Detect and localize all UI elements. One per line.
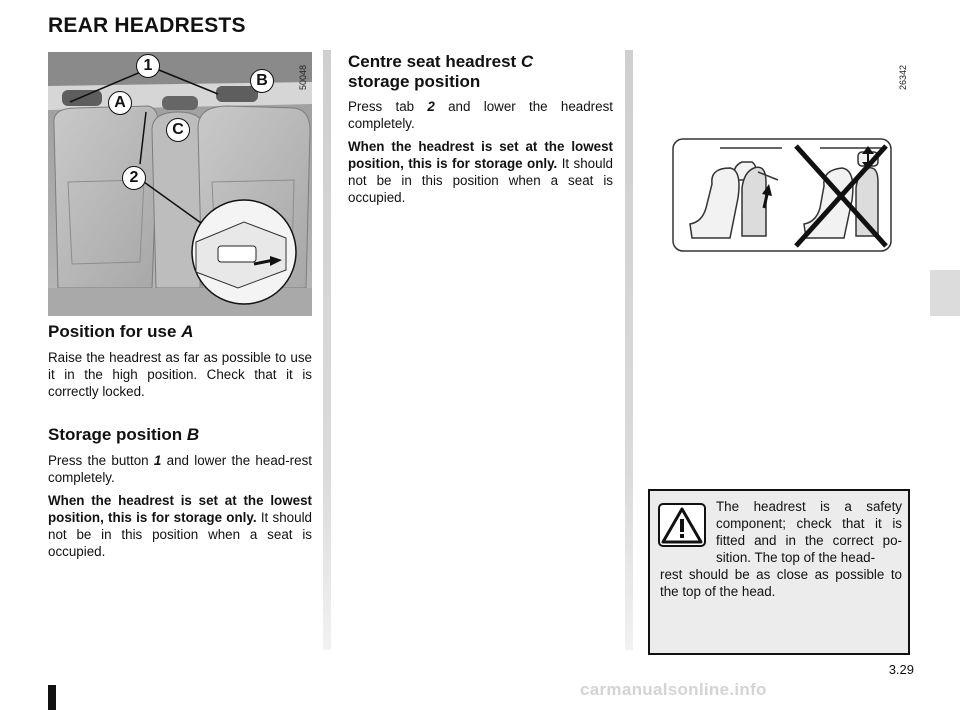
storage-position-note: When the headrest is set at the lowest position, this is for storage only. It should not be in this position when a seat is occupied. bbox=[48, 493, 312, 559]
callout-c: C bbox=[166, 118, 190, 142]
column-divider-right bbox=[625, 50, 633, 650]
callout-b: B bbox=[250, 69, 274, 93]
warning-box bbox=[648, 489, 910, 655]
right-figure-code: 26342 bbox=[898, 64, 908, 90]
rear-seat-illustration bbox=[48, 52, 312, 316]
callout-1: 1 bbox=[136, 54, 160, 78]
chapter-tab bbox=[930, 270, 960, 316]
watermark: carmanualsonline.info bbox=[580, 680, 767, 699]
storage-position-body: Press the button 1 and lower the head-rest completely. bbox=[48, 453, 312, 485]
centre-headrest-note: When the headrest is set at the lowest position, this is for storage only. It should not be in this position when a seat is occupied. bbox=[348, 139, 613, 205]
page-number: 3.29 bbox=[888, 662, 914, 677]
storage-position-heading: Storage position B bbox=[48, 425, 200, 444]
centre-headrest-heading: Centre seat headrest C storage position bbox=[348, 52, 534, 91]
headrest-position-diagram bbox=[672, 138, 892, 252]
page-title: REAR HEADRESTS bbox=[48, 14, 246, 37]
position-for-use-heading: Position for use A bbox=[48, 322, 194, 341]
warning-triangle-icon bbox=[658, 503, 706, 547]
column-divider-left bbox=[323, 50, 331, 650]
callout-2: 2 bbox=[122, 166, 146, 190]
left-figure-code: 50048 bbox=[298, 64, 308, 90]
centre-headrest-body: Press tab 2 and lower the headrest completely. bbox=[348, 99, 613, 131]
corner-mark bbox=[48, 685, 56, 710]
warning-text-indented: The headrest is a safety component; check that it is fitted and in the correct po-sition. The top of the head- bbox=[716, 499, 902, 565]
position-for-use-body: Raise the headrest as far as possible to use it in the high position. Check that it is correctly locked. bbox=[48, 350, 312, 399]
warning-text-full: rest should be as close as possible to the top of the head. bbox=[660, 567, 902, 599]
callout-a: A bbox=[108, 91, 132, 115]
rear-seat-photo bbox=[48, 52, 312, 316]
